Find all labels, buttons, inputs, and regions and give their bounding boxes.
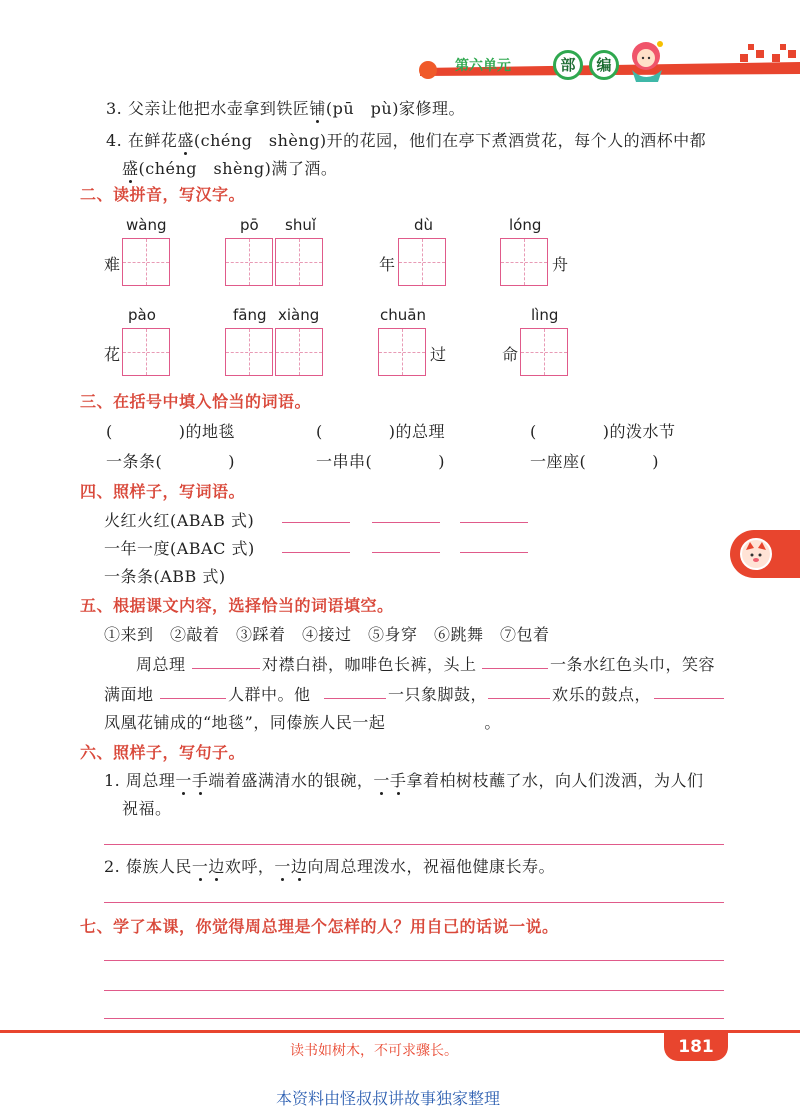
header-band <box>0 40 800 90</box>
writing-box[interactable] <box>122 328 170 376</box>
para-text: 人群中。他 <box>228 685 311 704</box>
pinyin-pao: pào <box>128 306 156 324</box>
fill-blank-item[interactable]: ( )的总理 <box>316 422 445 441</box>
writing-box[interactable] <box>225 238 273 286</box>
answer-blank[interactable] <box>460 552 528 553</box>
header-decoration <box>0 40 800 90</box>
unit-badge-bian <box>589 50 619 80</box>
para-text: 对襟白褂，咖啡色长裤，头上 <box>262 655 477 674</box>
writing-box[interactable] <box>275 238 323 286</box>
fill-blank-item[interactable]: ( )的地毯 <box>106 422 235 441</box>
answer-blank[interactable] <box>282 522 350 523</box>
side-tab <box>730 530 800 578</box>
pinyin-xiang: xiàng <box>278 306 320 324</box>
answer-blank[interactable] <box>160 698 226 699</box>
answer-blank[interactable] <box>654 698 724 699</box>
writing-line[interactable] <box>104 844 724 845</box>
question-4-line2: 盛(chéng shèng)满了酒。 <box>122 156 337 179</box>
page-number: 181 <box>678 1037 714 1057</box>
question-4-line1: 4. 在鲜花盛(chéng shèng)开的花园，他们在亭下煮酒赏花，每个人的酒杯中都 <box>106 128 706 151</box>
pattern-abab: 火红火红(ABAB 式) <box>104 511 255 530</box>
writing-box[interactable] <box>500 238 548 286</box>
writing-line[interactable] <box>104 902 724 903</box>
writing-line[interactable] <box>104 990 724 991</box>
char-ming: 命 <box>502 345 519 364</box>
para-text: 欢乐的鼓点， <box>552 685 652 704</box>
pinyin-ling: lìng <box>531 306 559 324</box>
page-number-tab <box>664 1033 728 1061</box>
section-2-title: 二、读拼音，写汉字。 <box>80 185 246 204</box>
pinyin-shui: shuǐ <box>285 216 316 234</box>
fox-mascot-icon <box>740 538 772 570</box>
char-zhou: 舟 <box>552 255 569 274</box>
writing-line[interactable] <box>104 1018 724 1019</box>
section-5-title: 五、根据课文内容，选择恰当的词语填空。 <box>80 596 394 615</box>
answer-blank[interactable] <box>324 698 386 699</box>
para-text: 满面地 <box>104 685 154 704</box>
pattern-abac: 一年一度(ABAC 式) <box>104 539 255 558</box>
source-note: 本资料由怪叔叔讲故事独家整理 <box>276 1089 501 1108</box>
pinyin-fang: fāng <box>233 306 267 324</box>
char-nan: 难 <box>104 255 121 274</box>
writing-box[interactable] <box>398 238 446 286</box>
answer-blank[interactable] <box>372 522 440 523</box>
pinyin-po: pō <box>240 216 259 234</box>
sentence-2: 2. 傣族人民一边欢呼，一边向周总理泼水，祝福他健康长寿。 <box>104 854 555 877</box>
unit-label: 第六单元 <box>455 58 511 74</box>
section-6-title: 六、照样子，写句子。 <box>80 743 246 762</box>
char-guo: 过 <box>430 345 447 364</box>
para-text: 凤凰花铺成的“地毯”，同傣族人民一起 。 <box>104 713 501 732</box>
badge-bian-text: 编 <box>596 56 612 74</box>
pinyin-chuan: chuān <box>380 306 426 324</box>
pinyin-long: lóng <box>509 216 542 234</box>
unit-badge-bu <box>553 50 583 80</box>
writing-box[interactable] <box>122 238 170 286</box>
writing-box[interactable] <box>378 328 426 376</box>
answer-blank[interactable] <box>460 522 528 523</box>
writing-box[interactable] <box>520 328 568 376</box>
question-3: 3. 父亲让他把水壶拿到铁匠铺(pū pù)家修理。 <box>106 96 465 119</box>
answer-blank[interactable] <box>282 552 350 553</box>
pattern-abb: 一条条(ABB 式) <box>104 567 226 586</box>
para-text: 周总理 <box>136 655 186 674</box>
sentence-1-line1: 1. 周总理一手端着盛满清水的银碗，一手拿着柏树枝蘸了水，向人们泼洒，为人们 <box>104 768 703 791</box>
writing-box[interactable] <box>225 328 273 376</box>
fill-blank-item[interactable]: ( )的泼水节 <box>530 422 676 441</box>
para-text: 一只象脚鼓， <box>388 685 488 704</box>
pinyin-du: dù <box>414 216 434 234</box>
para-text: 一条水红色头巾，笑容 <box>550 655 716 674</box>
section-4-title: 四、照样子，写词语。 <box>80 482 246 501</box>
writing-box[interactable] <box>275 328 323 376</box>
answer-blank[interactable] <box>482 668 548 669</box>
writing-line[interactable] <box>104 960 724 961</box>
section-3-title: 三、在括号中填入恰当的词语。 <box>80 392 312 411</box>
fill-blank-item[interactable]: 一座座( ) <box>530 452 659 471</box>
answer-blank[interactable] <box>372 552 440 553</box>
answer-blank[interactable] <box>192 668 260 669</box>
fill-blank-item[interactable]: 一串串( ) <box>316 452 445 471</box>
char-hua: 花 <box>104 345 121 364</box>
sentence-1-line2: 祝福。 <box>122 799 172 818</box>
footer-motto: 读书如树木，不可求骤长。 <box>290 1043 458 1059</box>
section-7-title: 七、学了本课，你觉得周总理是个怎样的人？用自己的话说一说。 <box>80 917 559 936</box>
word-options: ①来到 ②敲着 ③踩着 ④接过 ⑤身穿 ⑥跳舞 ⑦包着 <box>104 625 550 644</box>
mascot-girl-icon <box>622 36 670 84</box>
pinyin-wang: wàng <box>126 216 167 234</box>
fill-blank-item[interactable]: 一条条( ) <box>106 452 235 471</box>
char-nian: 年 <box>379 255 396 274</box>
answer-blank[interactable] <box>488 698 550 699</box>
badge-bu-text: 部 <box>560 56 576 74</box>
